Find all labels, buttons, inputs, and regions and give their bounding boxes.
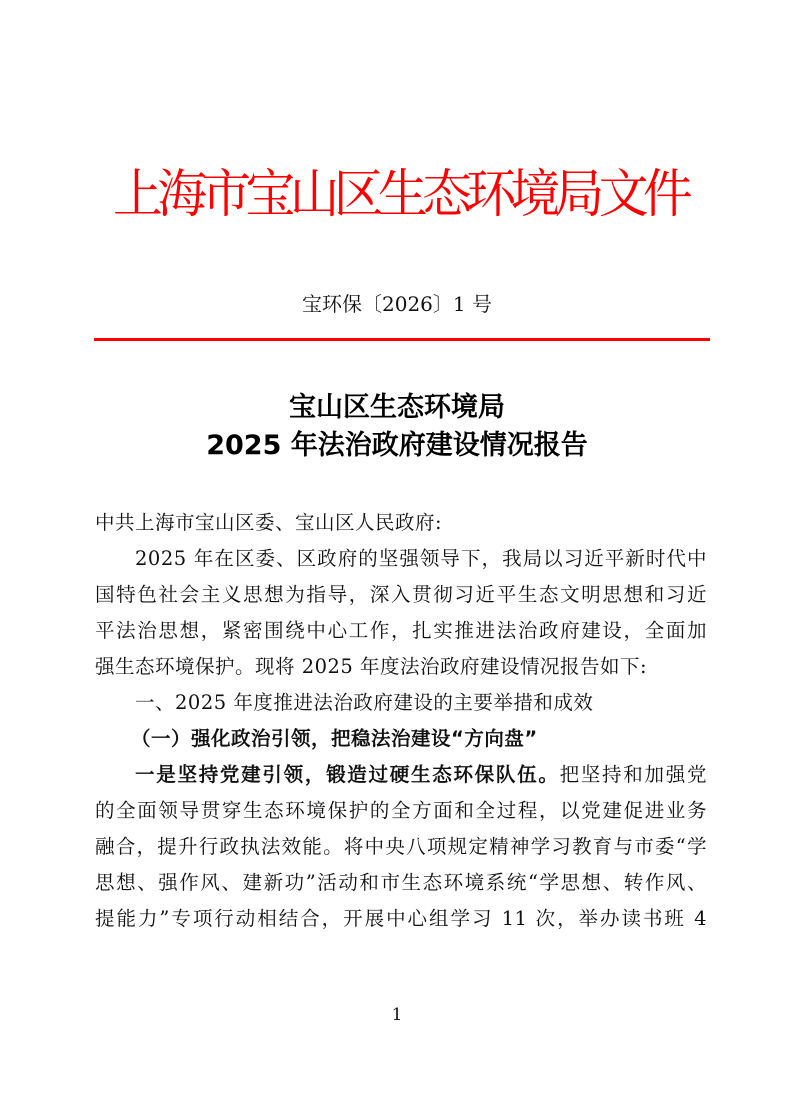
para1-bold-lead: 一是坚持党建引领，锻造过硬生态环保队伍。 [135,763,560,786]
section-heading-1: 一、2025 年度推进法治政府建设的主要举措和成效 [135,691,594,714]
report-body [95,505,707,937]
masthead-title: 上海市宝山区生态环境局文件 [112,165,688,225]
document-number: 宝环保〔2026〕1 号 [302,292,492,316]
para1-line-2: 的全面领导贯穿生态环境保护的全方面和全过程，以党建促进业务 [95,799,707,822]
report-title-line2: 2025 年法治政府建设情况报告 [206,430,588,461]
para1-line-4: 思想、强作风、建新功”活动和市生态环境系统“学思想、转作风、 [95,871,707,894]
subsection-heading-1: （一）强化政治引领，把稳法治建设“方向盘” [131,727,538,750]
addressee: 中共上海市宝山区委、宝山区人民政府: [95,511,443,534]
page-number: 1 [391,1005,403,1025]
intro-line-2: 国特色社会主义思想为指导，深入贯彻习近平生态文明思想和习近 [95,583,707,606]
para1-line-5: 提能力”专项行动相结合，开展中心组学习 11 次，举办读书班 4 [95,907,707,930]
intro-line-1: 2025 年在区委、区政府的坚强领导下，我局以习近平新时代中 [135,547,707,570]
red-divider [94,338,710,341]
para1-line-3: 融合，提升行政执法效能。将中央八项规定精神学习教育与市委“学 [95,835,707,858]
para1-line-1 [95,757,707,793]
intro-line-3: 平法治思想，紧密围绕中心工作，扎实推进法治政府建设，全面加 [95,619,707,642]
report-title-line1: 宝山区生态环境局 [289,392,505,423]
para1-lead-rest: 把坚持和加强党 [559,763,707,786]
intro-line-4: 强生态环境保护。现将 2025 年度法治政府建设情况报告如下: [95,655,648,678]
